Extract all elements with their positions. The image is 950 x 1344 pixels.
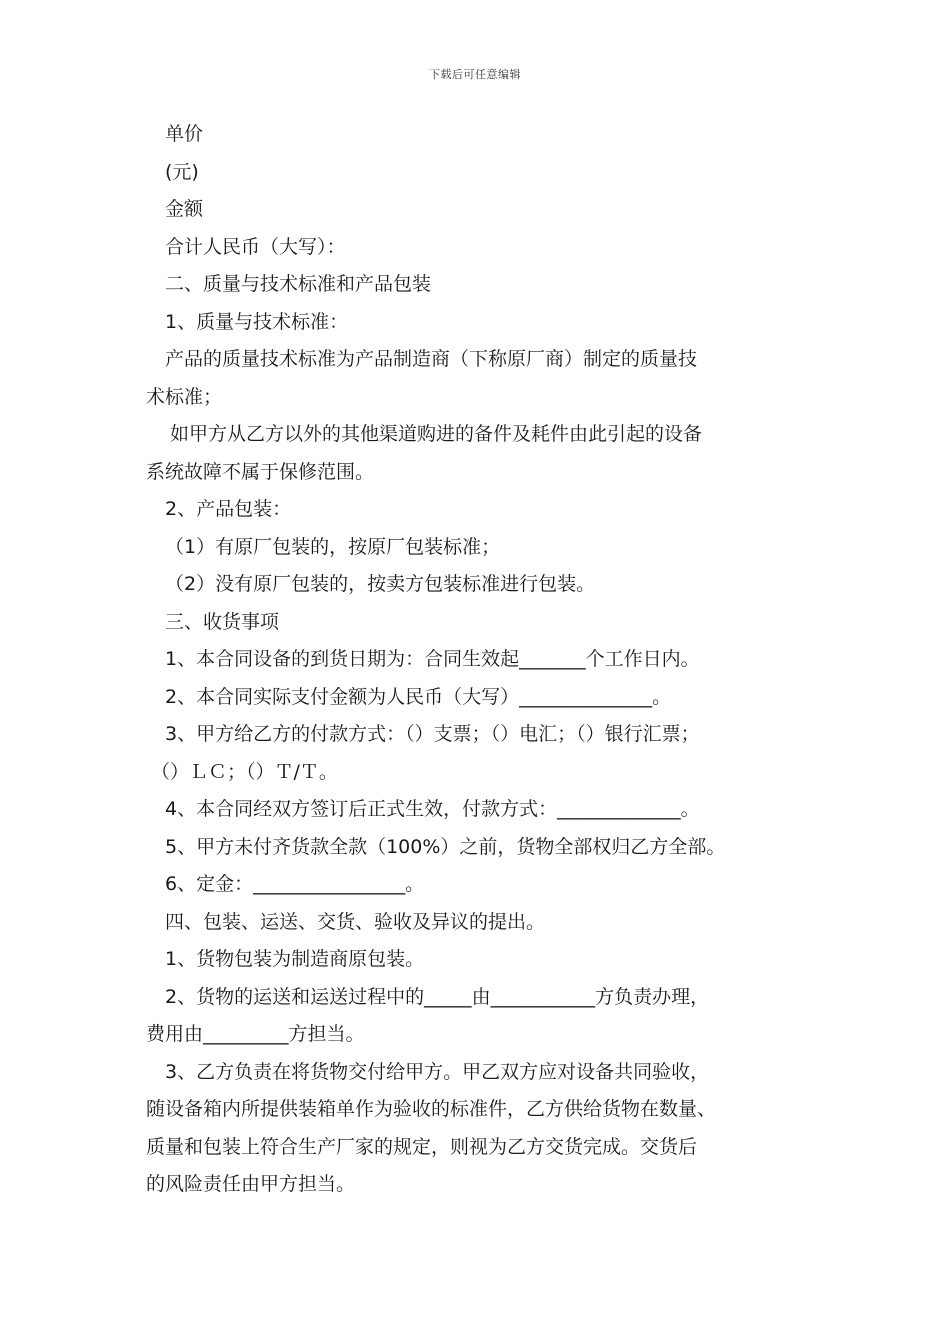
text-line: 2、本合同实际支付金额为人民币（大写）______________。 [165,685,672,708]
text-line: （2）没有原厂包装的，按卖方包装标准进行包装。 [165,573,596,595]
text-line: 系统故障不属于保修范围。 [146,460,375,483]
text-line: 如甲方从乙方以外的其他渠道购进的备件及耗件由此引起的设备 [170,423,703,445]
text-line: （）ＬＣ；（）Ｔ/Ｔ。 [151,760,338,783]
text-line: 费用由_________方担当。 [146,1023,365,1045]
section-heading: 四、包装、运送、交货、验收及异议的提出。 [165,910,546,933]
text-line: 产品的质量技术标准为产品制造商（下称原厂商）制定的质量技 [165,348,698,370]
text-line: 金额 [165,198,204,220]
text-line: 术标准； [146,385,223,408]
page-header: 下载后可任意编辑 [429,68,521,81]
section-heading: 二、质量与技术标准和产品包装 [165,273,432,295]
text-line: 的风险责任由甲方担当。 [146,1173,356,1195]
document-body [146,116,836,1204]
text-line: （1）有原厂包装的，按原厂包装标准； [165,535,501,558]
text-line: 2、货物的运送和运送过程中的_____由___________方负责办理， [165,985,710,1008]
text-line: 5、甲方未付齐货款全款（100%）之前，货物全部权归乙方全部。 [165,835,726,858]
section-heading: 三、收货事项 [165,610,280,633]
text-line: 6、定金：________________。 [165,873,425,895]
text-line: 4、本合同经双方签订后正式生效，付款方式：_____________。 [165,798,700,820]
text-line: 单价 [165,123,204,145]
subsection-heading: 2、产品包装： [165,498,292,520]
subsection-heading: 1、质量与技术标准： [165,310,349,333]
text-line: (元) [165,160,199,183]
text-line: 1、货物包装为制造商原包装。 [165,948,425,970]
text-line: 合计人民币（大写）： [165,235,346,258]
text-line: 随设备箱内所提供装箱单作为验收的标准件，乙方供给货物在数量、 [146,1098,717,1120]
text-line: 质量和包装上符合生产厂家的规定，则视为乙方交货完成。交货后 [146,1135,698,1158]
text-line: 3、乙方负责在将货物交付给甲方。甲乙双方应对设备共同验收， [165,1060,710,1083]
text-line: 3、甲方给乙方的付款方式：（）支票；（）电汇；（）银行汇票； [165,723,700,745]
text-line: 1、本合同设备的到货日期为：合同生效起_______个工作日内。 [165,648,700,670]
